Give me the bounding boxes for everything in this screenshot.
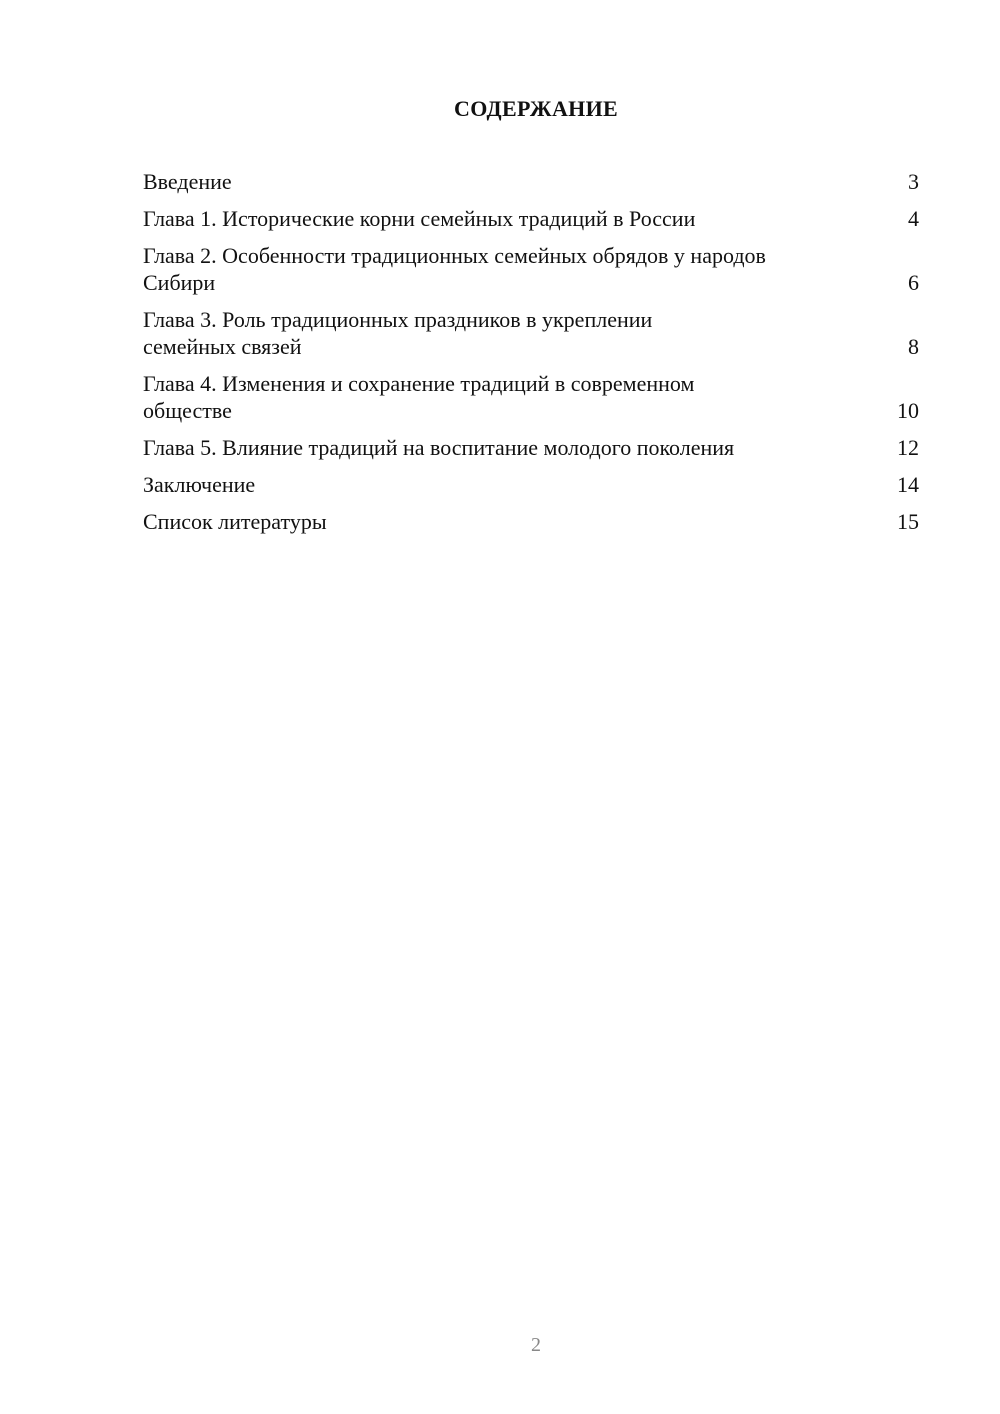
toc-entry xyxy=(143,168,919,195)
toc-entry-title: Глава 1. Исторические корни семейных традиций в России xyxy=(143,206,696,231)
toc-entry-page: 6 xyxy=(908,270,919,295)
toc-entry-page: 14 xyxy=(897,472,919,497)
toc-entry xyxy=(143,242,919,296)
page-title: СОДЕРЖАНИЕ xyxy=(454,96,618,121)
toc-entry xyxy=(143,508,919,535)
toc-entry xyxy=(143,434,919,461)
toc-entry xyxy=(143,370,919,424)
toc-entry-title: Глава 4. Изменения и сохранение традиций в современном обществе xyxy=(143,371,695,423)
toc-entry xyxy=(143,306,919,360)
toc-entry-page: 10 xyxy=(897,398,919,423)
toc-entry xyxy=(143,205,919,232)
toc-entry-title: Список литературы xyxy=(143,509,327,534)
page-number: 2 xyxy=(531,1334,541,1356)
toc-entry-title: Заключение xyxy=(143,472,256,497)
toc-entry-title: Глава 3. Роль традиционных праздников в укреплении семейных связей xyxy=(143,307,653,359)
toc-entry-title: Глава 2. Особенности традиционных семейных обрядов у народов Сибири xyxy=(143,243,766,295)
toc-entry-page: 12 xyxy=(897,435,919,460)
toc-entry-page: 8 xyxy=(908,334,919,359)
toc-entry-title: Глава 5. Влияние традиций на воспитание молодого поколения xyxy=(143,435,735,460)
toc-entry-page: 4 xyxy=(908,206,919,231)
toc-entry-page: 3 xyxy=(908,169,919,194)
toc-entry-title: Введение xyxy=(143,169,232,194)
toc-entry xyxy=(143,471,919,498)
toc-entry-page: 15 xyxy=(897,509,919,534)
table-of-contents xyxy=(143,168,919,545)
